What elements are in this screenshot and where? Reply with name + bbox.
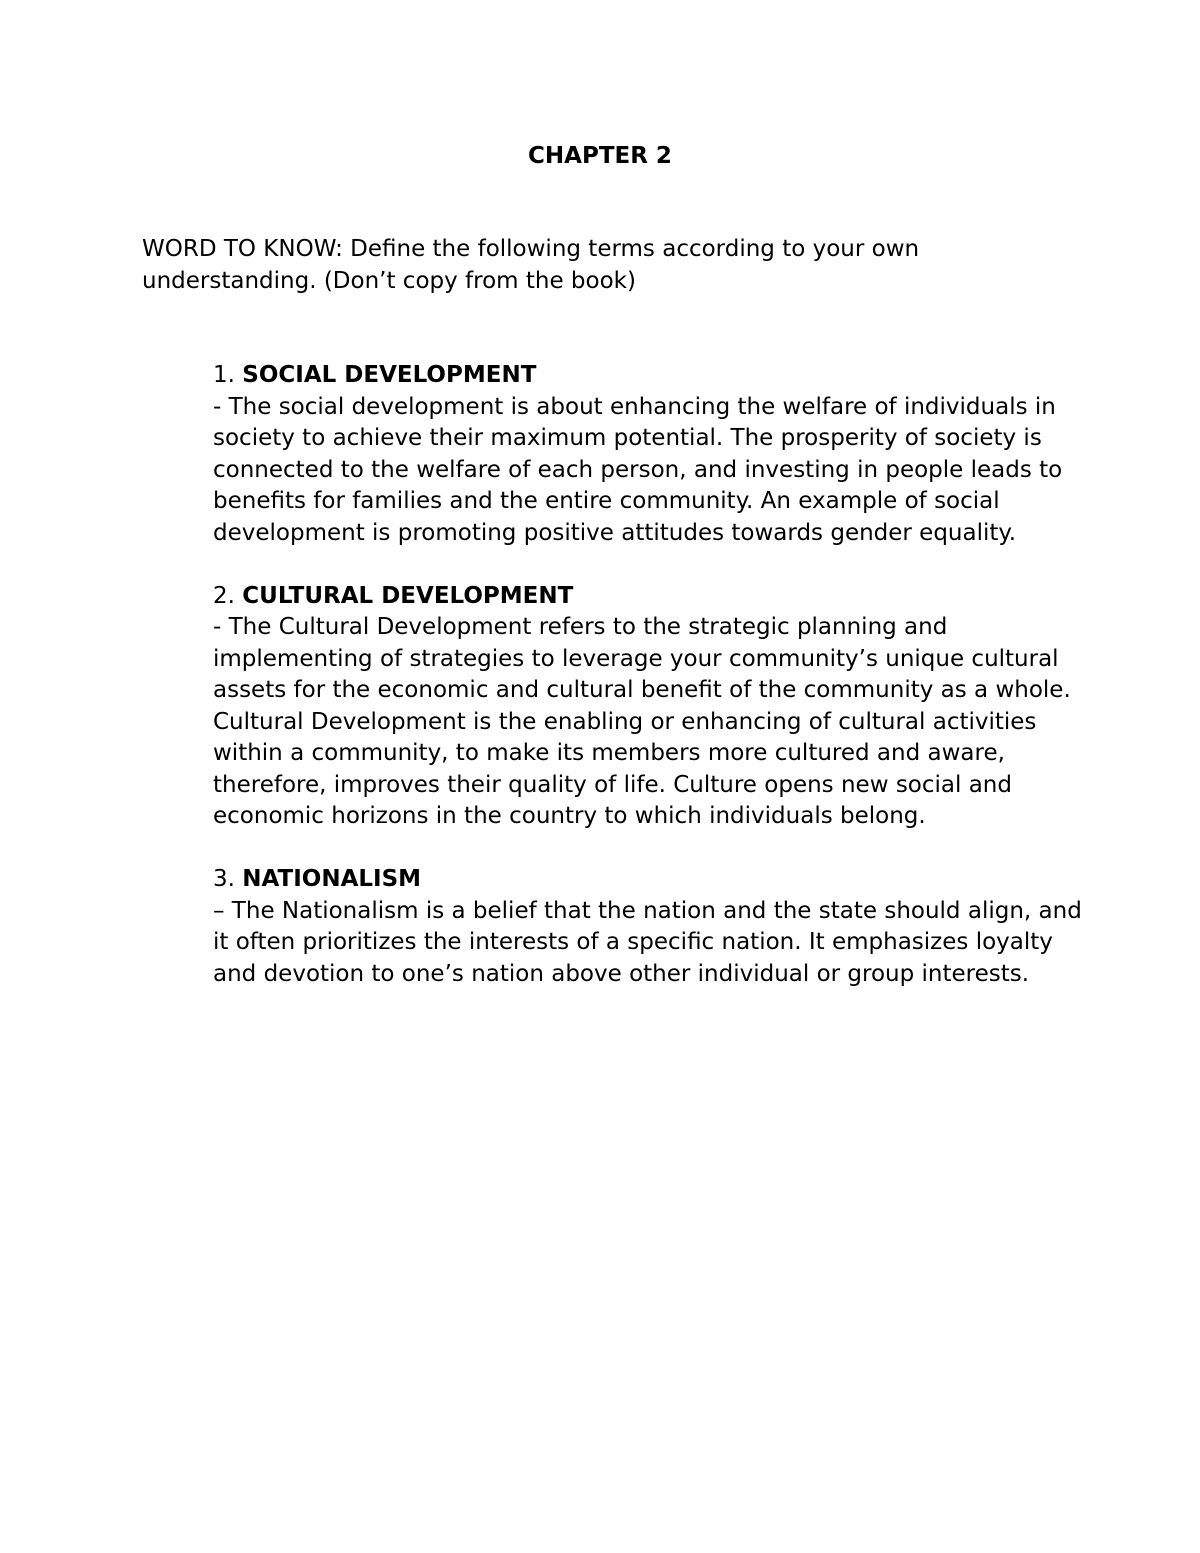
term-number: 3. <box>213 866 235 892</box>
term-item <box>213 581 1083 833</box>
term-heading <box>213 360 1083 392</box>
term-number: 1. <box>213 362 235 388</box>
terms-list <box>213 360 1083 1022</box>
term-definition: - The social development is about enhancing the welfare of individuals in society to achieve their maximum potential. The prosperity of society is connected to the welfare of each person, and investing in people leads to benefits for families and the entire community. An example of social development is promoting positive attitudes towards gender equality. <box>213 393 1063 546</box>
term-definition: – The Nationalism is a belief that the nation and the state should align, and it often prioritizes the interests of a specific nation. It emphasizes loyalty and devotion to one’s nation above other individual or group interests. <box>213 897 1082 987</box>
term-item <box>213 864 1083 990</box>
term-definition: - The Cultural Development refers to the strategic planning and implementing of strategies to leverage your community’s unique cultural assets for the economic and cultural benefit of the community as a whole. Cultural Development is the enabling or enhancing of cultural activities within a community, to make its members more cultured and aware, therefore, improves their quality of life. Culture opens new social and economic horizons in the country to which individuals belong. <box>213 614 1071 829</box>
term-heading <box>213 581 1083 613</box>
term-name: CULTURAL DEVELOPMENT <box>242 582 574 609</box>
term-number: 2. <box>213 582 235 609</box>
term-name: NATIONALISM <box>242 866 422 892</box>
term-item <box>213 360 1083 549</box>
term-heading <box>213 864 1083 896</box>
chapter-title: CHAPTER 2 <box>528 143 672 169</box>
term-name: SOCIAL DEVELOPMENT <box>242 362 537 388</box>
instructions-text: WORD TO KNOW: Define the following terms according to your own understanding. (Don’t copy from the book) <box>142 236 920 294</box>
